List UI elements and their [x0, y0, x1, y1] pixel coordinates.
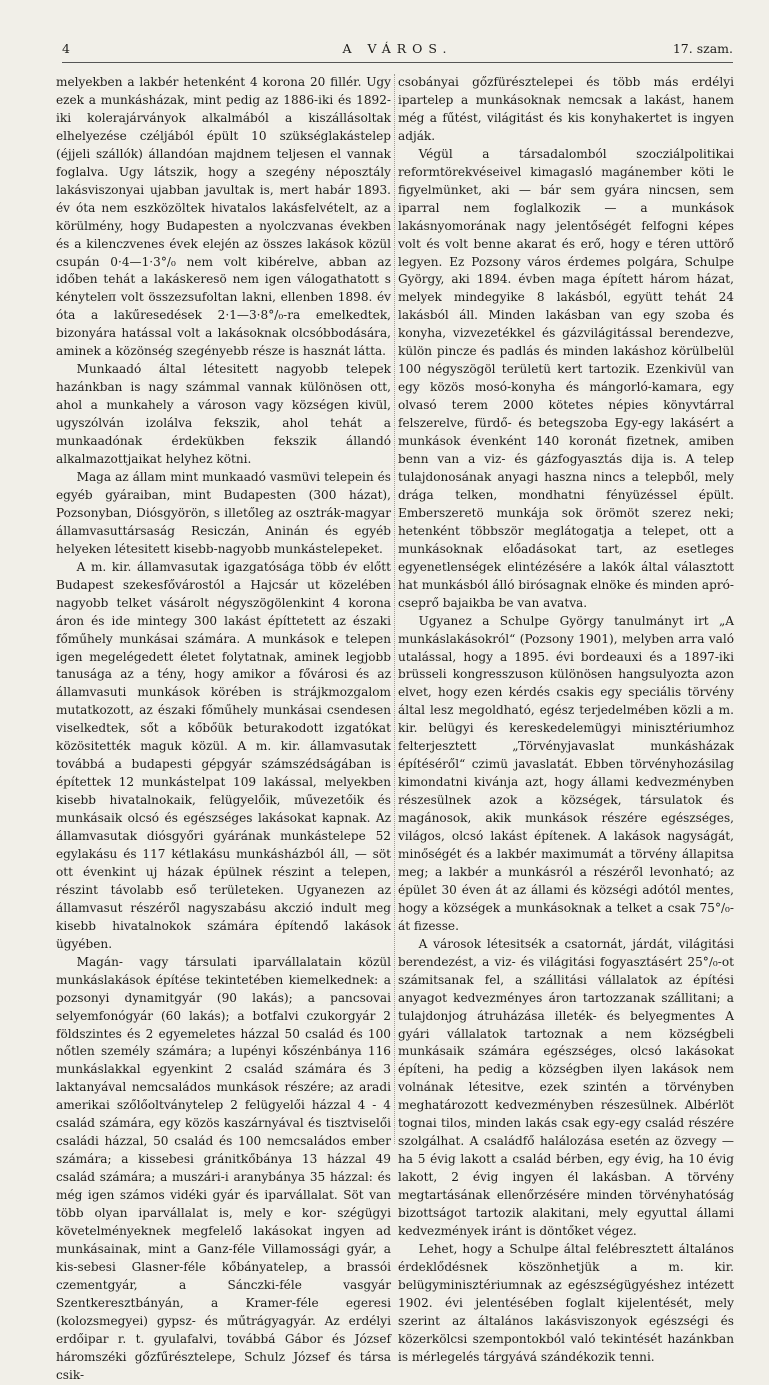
paragraph: Maga az állam mint munkaadó vasmüvi telepein és egyéb gyáraiban, mint Budapesten (300 házat), Pozsonyban, Diósgyörön, s illetőleg az osztrák-magyar államvasuttársaság Resiczán, Aninán és egyéb helyeken létesitett kisebb-nagyobb munkástelepeket.: [56, 469, 391, 556]
paragraph: Végül a társadalomból szocziálpolitikai reformtörekvéseivel kimagasló magánember köti le figyelmünket, aki — bár sem gyára nincsen, sem iparral nem foglalkozik — a munkások lakásnyomorának nagy jelentőségét felfogni képes volt és volt benne akarat és erő, hogy e téren uttörő legyen. Ez Pozsony város érdemes polgára, Schulpe György, aki 1894. évben maga épített három házat, melyek mindegyike 8 lakásból, együtt tehát 24 lakásból áll. Minden lakásban van egy szoba és konyha, vizvezetékkel és gázvilágitással berendezve, külön pincze és padlás és minden lakáshoz körülbelül 100 négyszögöl területü kert tartozik. Ezenkivül van egy közös mosó-konyha és mángorló-kamara, egy olvasó terem 2000 kötetes népies könyvtárral felszerelve, fürdő- és betegszoba Egy-egy lakásért a munkások évenként 140 koronát fizetnek, amiben benn van a viz- és gázfogyasztás dija is. A telep tulajdonosának anyagi haszna nincs a telepből, mely drága telken, mondhatni fényüzéssel épült. Emberszeretö munkája sok örömöt szerez neki; hetenként többször meglátogatja a telepet, ott a munkásoknak előadásokat tart, az esetleges egyenetlenségek elintézésére a lakók által választott hat munkásból álló birósagnak elnöke és minden apró-cseprő bajaikba be van avatva.: [398, 146, 734, 610]
paragraph: A városok létesitsék a csatornát, járdát, világitási berendezést, a viz- és világitási fogyasztásért 25°/₀-ot számitsanak fel, a szállitási vállalatok az építési anyagot kedvezményes áron tartozzanak szállitani; a tulajdonjog átruházása illeték- és belyegmentes A gyári vállalatok tartoznak a nem községbeli munkásaik számára egészséges, olcsó lakásokat építeni, ha pedig a községben ilyen lakások nem volnának létesitve, ezek szintén a törvényben meghatározott kedvezményben részesülnek. Albérlöt tognai tilos, minden lakás csak egy-egy család részére szolgálhat. A családfő halálozása esetén az özvegy — ha 5 évig lakott a család bérben, egy évig, ha 10 évig lakott, 2 évig ingyen él lakásban. A törvény megtartásának ellenőrzésére minden törvényhatóság bizottságot tartozik alakitani, mely egyuttal állami kedvezmények iránt is döntőket végez.: [398, 936, 734, 1238]
publication-title: A VÁROS.: [342, 41, 453, 56]
issue-number: 17. szam.: [672, 41, 733, 56]
paragraph: Ugyanez a Schulpe György tanulmányt irt „A munkáslakásokról“ (Pozsony 1901), melyben arra való utalással, hogy a 1895. évi bordeauxi és a 1897-iki brüsseli kongresszuson különösen hangsulyozta azon elvet, hogy ezen kérdés csakis egy speciális törvény által lesz megoldható, egész terjedelmében közli a m. kir. belügyi és kereskedelemügyi minisztériumhoz felterjesztett „Törvényjavaslat munkásházak építéséről“ czimü javaslatát. Ebben törvényhozásilag kimondatni kivánja azt, hogy állami kedvezményben részesülnek azok a községek, társulatok és magánosok, akik munkások részére egészséges, világos, olcsó lakást építenek. A lakások nagyságát, minőségét és a lakbér maximumát a törvény állapitsa meg; a lakbér a munkásról a részéről levonható; az épület 30 éven át az állami és községi adótól mentes, hogy a községek a munkásoknak a telket a csak 75°/₀-át fizesse.: [398, 613, 734, 933]
paragraph: A m. kir. államvasutak igazgatósága több év előtt Budapest szekesfővárostól a Hajcsár ut közelében nagyobb telket vásárolt négyszögölenkint 4 korona áron és ide mintegy 300 lakást építtetett az északi főműhely munkásai számára. A munkások e telepen igen megelégedett életet folytatnak, aminek legjobb tanusága az a tény, hogy amikor a fővárosi és az államvasuti munkások körében is strájkmozgalom mutatkozott, az északi főműhely munkásai csendesen viselkedtek, sőt a kőbőük beturakodott izgatókat közösitették maguk közül. A m. kir. államvasutak továbbá a budapesti gépgyár számszédságában is építettek 12 munkástelpat 109 lakással, melyekben kisebb hivatalnokaik, felügyelőik, művezetőik és munkásaik olcsó és egészséges lakásokat kapnak. Az államvasutak diósgyőri gyárának munkástelepe 52 egylakásu és 117 kétlakásu munkásházból áll, — söt ott évenkint uj házak épülnek részint a telepen, részint távolabb eső területeken. Ugyanezen az államvasut részéről nagyszabásu akczió indult meg kisebb hivatalnokok számára építendő lakások ügyében.: [56, 559, 391, 951]
paragraph: Lehet, hogy a Schulpe által felébresztett általános érdeklődésnek köszönhetjük a m. kir. belügyminisztériumnak az egészségügyéshez intézett 1902. évi jelentésében foglalt kijelentését, mely szerint az általános lakásviszonyok egészségi és közerkölcsi szempontokból való tekintését hazánkban is mérlegelés tárgyává szándékozik tenni.: [398, 1241, 734, 1364]
paragraph: Magán- vagy társulati iparvállalatain közül munkáslakások építése tekintetében kiemelkednek: a pozsonyi dynamitgyár (90 lakás); a pancsovai selyemfonógyár (60 lakás); a botfalvi czukorgyár 2 földszintes és 2 egyemeletes házzal 50 család és 100 nőtlen személy számára; a lupényi kőszénbánya 116 munkáslakkal egyenkint 2 család számára és 3 laktanyával nemcsaládos munkások részére; az aradi amerikai szőlőoltványtelep 2 felügyelői házzal 4 - 4 család számára, egy közös kaszárnyával és tisztviselői családi házzal, 50 család és 100 nemcsaládos ember számára; a kissebesi gránitkőbánya 13 házzal 49 család számára; a muszári-i aranybánya 35 házzal: és még igen számos vidéki gyár és iparvállalat. Söt van több olyan iparvállalat is, mely e kor- szégügyi követelményeknek megfelelő lakásokat ingyen ad munkásainak, mint a Ganz-féle Villamossági gyár, a kis-sebesi Glasner-féle kőbányatelep, a brassói czementgyár, a Sánczki-féle vasgyár Szentkeresztbányán, a Kramer-féle egeresi (kolozsmegyei) gypsz- és műtrágyagyár. Az erdélyi erdőipar r. t. gyulafalvi, továbbá Gábor és József háromszéki gőzfűrésztelepe, Schulz József és társa csik-: [56, 954, 391, 1382]
page-number: 4: [62, 41, 70, 56]
right-column: [398, 74, 734, 1364]
paragraph: melyekben a lakbér hetenként 4 korona 20 fillér. Ugy ezek a munkásházak, mint pedig az 1886-iki és 1892-iki kolerajárványok alkalmából a kiszállásoltak elhelyezése czéljából épült 10 szükséglakástelep (éjjeli szállók) állandóan majdnem teljesen el vannak foglalva. Ugy látszik, hogy a szegény néposztály lakásviszonyai ujabban javultak is, mert habár 1893. év óta nem eszközöltek hivatalos lakásfelvételt, az a körülmény, hogy Budapesten a nyolczvanas években és a kilenczvenes évek elején az összes lakások közül csupán 0·4—1·3°/₀ nem volt kibérelve, abban az időben tehát a lakáskeresö nem igen válogathatott s kényteleп volt összezsufoltan lakni, ellenben 1898. év óta a lakűresedések 2·1—3·8°/₀-ra emelkedtek, bizonyára hatással volt a lakásoknak olcsóbbodására, aminek a közönség szegényebb része is hasznát látta.: [56, 75, 391, 359]
column-divider: [394, 74, 395, 1144]
paragraph: csobányai gőzfürésztelepei és több más erdélyi ipartelep a munkásoknak nemcsak a lakást, hanem még a fűtést, világitást és kis konyhakertet is ingyen adják.: [398, 75, 734, 143]
left-column: [56, 74, 391, 1382]
paragraph: Munkaadó által létesitett nagyobb telepek hazánkban is nagy számmal vannak különösen ott, ahol a munkahely a városon vagy községen kivül, ugyszólván izolálva fekszik, ahol tehát a munkaadónak érdekükben fekszik állandó alkalmazottjaikat helyhez kötni.: [56, 362, 391, 467]
header-rule: [62, 62, 733, 63]
page-header: [62, 38, 733, 60]
